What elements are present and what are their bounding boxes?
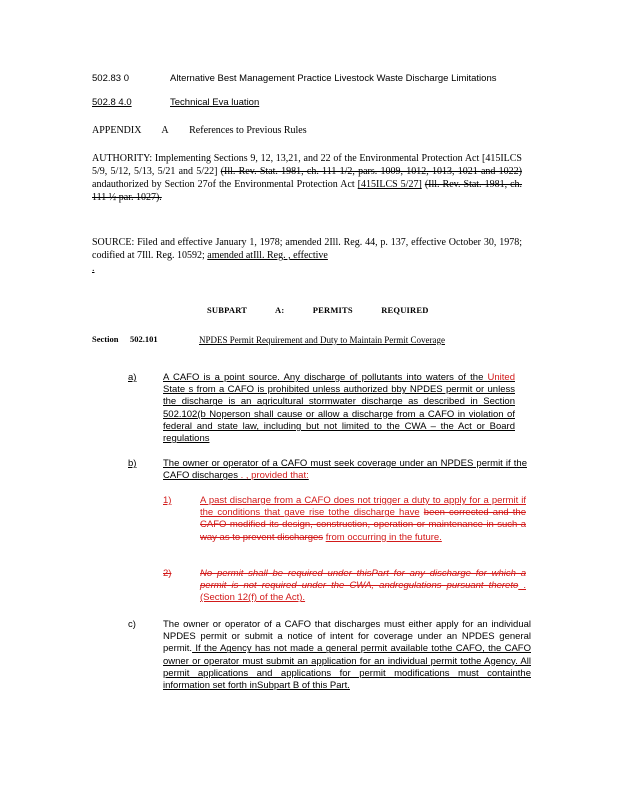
para-b-text: The owner or operator of a CAFO must seek coverage under an NPDES permit if the CAFO discharges	[163, 458, 527, 482]
para-a-label: a)	[128, 372, 137, 383]
para-b2-label: 2)	[163, 568, 172, 579]
authority-note	[92, 152, 522, 204]
para-c-text-1: The owner or operator of a CAFO that discharges must either apply for an individual NPDES permit or submit a notice of intent for coverage under an NPDES general permit.	[163, 619, 531, 655]
source-amended: amended atIll. Reg. , effective	[207, 250, 328, 261]
para-b2-struck: No permit shall be required under thisPart for any discharge for which a permit is not required under the CWA, andregulations pursuant thereto	[200, 568, 526, 592]
appendix-letter: A	[161, 125, 169, 136]
section-label: Section	[92, 334, 119, 344]
toc-title: Technical Eva luation	[170, 97, 260, 108]
para-b1-label: 1)	[163, 495, 172, 506]
para-b1	[200, 495, 526, 544]
authority-struck-citation: (Ill. Rev. Stat. 1981, ch. 111 1/2, pars. 1009, 1012, 1013, 1021 and 1022)	[220, 166, 522, 177]
appendix-title: References to Previous Rules	[189, 125, 307, 136]
authority-lead: AUTHORITY: Implementing Sections 9, 12, 13,21, and 22 of the Environmental Protection Act [415ILCS 5/9, 5/12, 5/13, 5/21 and 5/22]	[92, 153, 522, 177]
source-note	[92, 236, 522, 275]
para-b-proviso: . , provided that:	[237, 470, 309, 482]
toc-title: Alternative Best Management Practice Livestock Waste Discharge Limitations	[170, 73, 497, 84]
source-trail: .	[92, 263, 95, 274]
para-b1-text: A past discharge from a CAFO does not trigger a duty to apply for a permit if the conditions that gave rise tothe discharge have	[200, 495, 526, 519]
para-b	[163, 458, 527, 482]
para-a	[163, 372, 515, 445]
appendix-line	[92, 125, 325, 136]
authority-ilcs-citation: [415ILCS 5/27]	[357, 179, 422, 190]
subpart-letter: A:	[275, 305, 285, 315]
section-number: 502.101	[130, 334, 158, 344]
para-b-label: b)	[128, 458, 137, 469]
authority-mid: andauthorized by Section 27of the Environmental Protection Act	[92, 179, 358, 190]
para-c	[163, 619, 531, 692]
para-c-label: c)	[128, 619, 136, 630]
para-a-united: United	[487, 372, 515, 383]
toc-number: 502.83 0	[92, 73, 129, 84]
para-a-text-1: A CAFO is a point source. Any discharge of pollutants into waters of the	[163, 372, 488, 383]
authority-struck-citation-2: (Ill. Rev. Stat. 1981, ch. 111 ½ par. 1027).	[92, 179, 523, 203]
para-c-text-2: If the Agency has not made a general permit available tothe CAFO, the CAFO owner or operator must submit an application for an individual permit tothe Agency. All permit applications and applications for permit modifications must containthe information set forth inSubpart B of this Part.	[163, 643, 531, 692]
subpart-heading	[207, 305, 455, 315]
section-title: NPDES Permit Requirement and Duty to Maintain Permit Coverage	[199, 335, 445, 345]
para-a-text-2: State s from a CAFO is prohibited unless authorized bby NPDES permit or unless the discharge is an agricultural stormwater discharge as described in Section 502.102(b Noperson shall cause or allow a discharge from a CAFO in violation of federal and state law, including but not limited to the CWA – the Act or Board regulations	[163, 384, 515, 445]
para-b2-tail: . (Section 12(f) of the Act).	[200, 580, 527, 604]
para-b1-struck: been corrected and the CAFO modified its design, construction, operation or maintenance in such a way as to prevent discharges	[200, 507, 526, 543]
subpart-word-required: REQUIRED	[381, 305, 429, 315]
source-lead: SOURCE: Filed and effective January 1, 1978; amended 2Ill. Reg. 44, p. 137, effective October 30, 1978; codified at 7Ill. Reg. 10592;	[92, 237, 522, 261]
toc-number: 502.8 4.0	[92, 97, 132, 108]
appendix-label: APPENDIX	[92, 125, 142, 136]
subpart-label: SUBPART	[207, 305, 248, 315]
subpart-word-permits: PERMITS	[312, 305, 353, 315]
para-b2	[200, 568, 526, 605]
para-b1-tail: from occurring in the future.	[325, 531, 442, 543]
